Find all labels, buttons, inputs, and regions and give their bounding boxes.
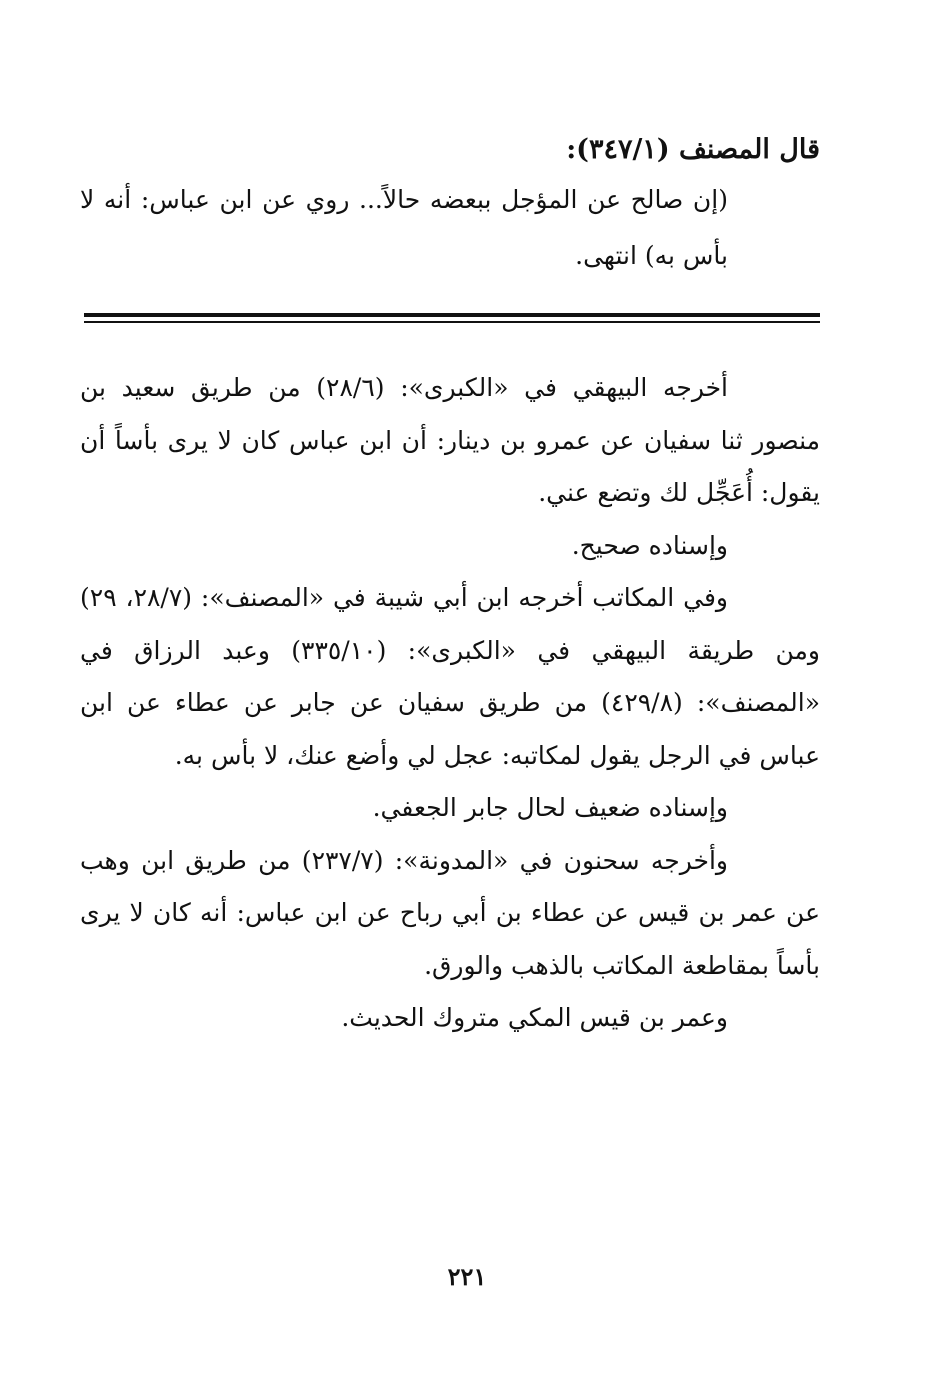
separator-thin-rule bbox=[84, 321, 820, 323]
paragraph-bayhaqi: أخرجه البيهقي في «الكبرى»: (٢٨/٦) من طريق سعيد بن منصور ثنا سفيان عن عمرو بن دينار: أن ابن عباس كان لا يرى بأساً أن يقول: أُعَجِّل لك وتضع عني. bbox=[80, 373, 820, 507]
commentary-body bbox=[80, 362, 820, 1045]
page-number: ٢٢١ bbox=[447, 1262, 487, 1291]
separator-thick-rule bbox=[84, 313, 820, 317]
paragraph-mukatab: وفي المكاتب أخرجه ابن أبي شيبة في «المصنف»: (٢٨/٧، ٢٩) ومن طريقة البيهقي في «الكبرى»: (٣٣٥/١٠) وعبد الرزاق في «المصنف»: (٤٢٩/٨) من طريق سفيان عن جابر عن عطاء عن ابن عباس في الرجل يقول لمكاتبه: عجل لي وأضع عنك، لا بأس به. bbox=[80, 583, 820, 770]
paragraph-grading-1: وإسناده صحيح. bbox=[571, 530, 728, 560]
paragraph-grading-3: وعمر بن قيس المكي متروك الحديث. bbox=[341, 1003, 728, 1032]
paragraph-grading-2: وإسناده ضعيف لحال جابر الجعفي. bbox=[372, 793, 728, 822]
paragraph-sahnun: وأخرجه سحنون في «المدونة»: (٢٣٧/٧) من طريق ابن وهب عن عمر بن قيس عن عطاء بن أبي رباح عن ابن عباس: أنه كان لا يرى بأساً بمقاطعة المكاتب بالذهب والورق. bbox=[80, 845, 820, 980]
quoted-passage bbox=[80, 128, 820, 284]
author-quote: (إن صالح عن المؤجل ببعضه حالاً... روي عن ابن عباس: أنه لا بأس به) انتهى. bbox=[80, 185, 728, 270]
section-heading: قال المصنف (٣٤٧/١): bbox=[566, 134, 820, 165]
